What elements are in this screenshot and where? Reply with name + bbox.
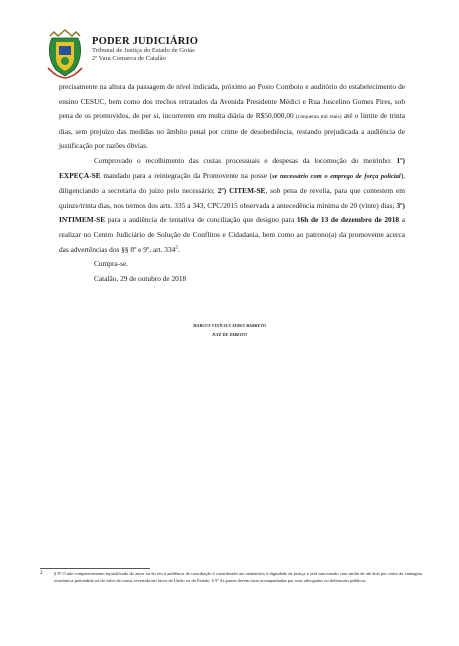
place-and-date: Catalão, 29 de outubro de 2018 (94, 273, 187, 283)
coat-of-arms-icon (44, 28, 86, 80)
text-run: , sob pena de revelia, para que contestem em quinze/trinta dias, nos termos dos arts. 335 a 343, CPC/2015 observada a antecedência mínima de 20 (vinte) dias; (59, 186, 405, 210)
text-run: precisamente na altura da passagem de nível indicada, próximo ao Posto Comboio e auditório do estabelecimento de ensino CESUC, bem como dos trechos retratados da Avenida Presidente Médici e Rua Juscelino Gomes Pires, sob pena de os promovidos, de per si, incorrerem em multa diária de R$50.000,00 (59, 82, 405, 121)
signature-name: MARCUS VINÍCIUS AYRES BARRETO (192, 323, 267, 328)
signature-role: JUIZ DE DIREITO (211, 332, 248, 337)
paragraph-orders (59, 154, 405, 257)
text-run: . (177, 244, 180, 254)
footnote (40, 571, 422, 584)
footnote-divider (40, 568, 150, 569)
text-run: para a audiência de tentativa de conciliação que designo para (105, 215, 297, 225)
court-authority-title: PODER JUDICIÁRIO (92, 36, 199, 47)
order-2-label: 2º) CITEM-SE (217, 186, 266, 196)
letterhead-text (92, 36, 198, 64)
footnote-reference[interactable]: 2 (175, 245, 178, 251)
footnote-text: § 8º O não comparecimento injustificado do autor ou do réu à audiência de conciliação é considerado ato atentatório à dignidade da justiça e será sancionado com multa de até dois por cento da vantagem econômica pretendida ou do valor da causa, revertida em favor da União ou do Estado. § 9º As partes devem estar acompanhadas por seus advogados ou defensores públicos. (54, 571, 422, 583)
closing-line: Cumpra-se. (94, 259, 129, 269)
letterhead (44, 28, 198, 80)
court-name: Tribunal de Justiça do Estado de Goiás (92, 47, 195, 54)
text-run: Comprovado o recolhimento das custas processuais e despesas da locomoção do meirinho: (94, 155, 397, 165)
text-run: ), diligenciando a secretaria do juizo pelo necessário; (59, 170, 405, 196)
paragraph-injunction (59, 80, 405, 154)
police-force-note: se necessário com o emprego de força policial (272, 172, 401, 180)
order-3-label: 3º) INTIMEM-SE (59, 200, 405, 225)
text-run: a realizar no Centro Judiciário de Solução de Conflitos e Cidadania, bem como ao patrono(a) da promovente acerca das advertências dos §§ 8º e 9º, art. 334 (59, 215, 405, 254)
hearing-date: 16h de 13 de dezembro de 2018 (296, 215, 400, 225)
footnote-number: 2 (40, 571, 43, 576)
court-division: 2ª Vara Comarca de Catalão (92, 55, 166, 63)
amount-in-words: (cinquenta mil reais) (296, 114, 342, 121)
order-1-label: 1º) EXPEÇA-SE (59, 155, 405, 180)
text-run: até o limite de trinta dias, sem prejuízo das medidas no âmbito penal por crime de desobediência, restando prejudicada a audiência de justificação por razões óbvias. (59, 111, 405, 151)
text-run: mandado para a reintegração da Promovente na posse ( (100, 170, 273, 180)
decision-body (59, 80, 405, 286)
